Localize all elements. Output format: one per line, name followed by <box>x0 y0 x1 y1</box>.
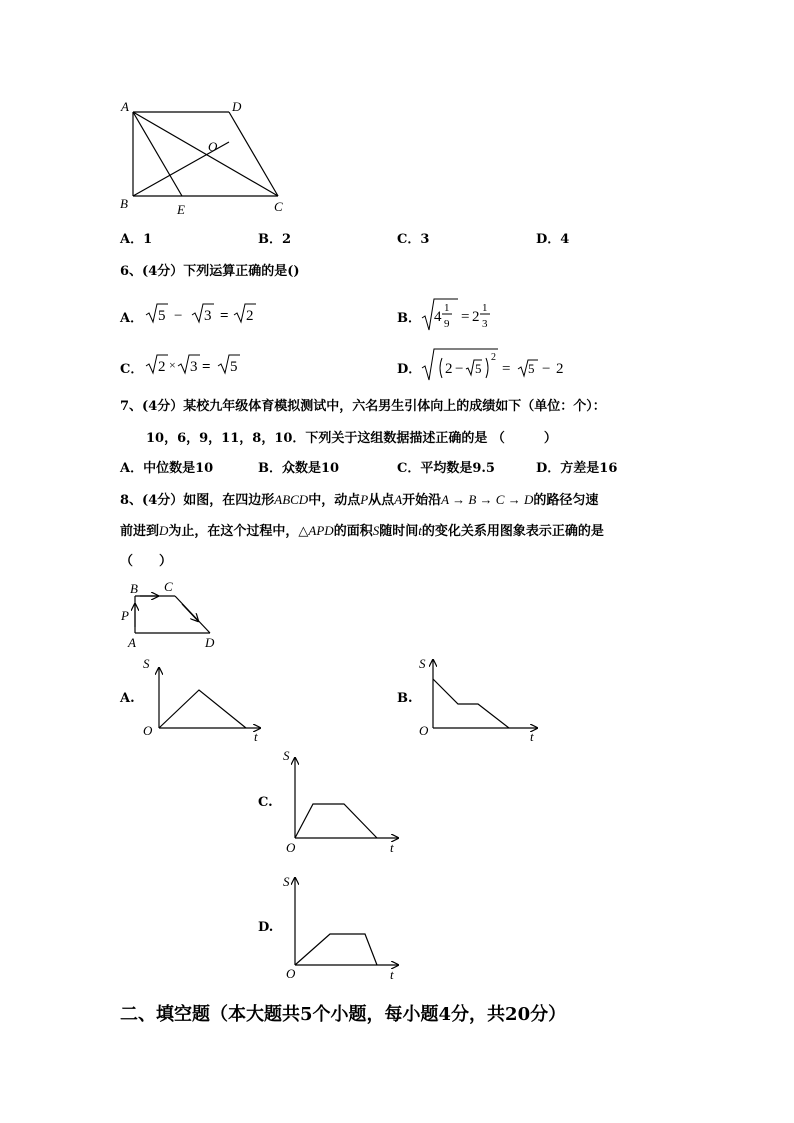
svg-text:3: 3 <box>204 308 212 324</box>
svg-text:4: 4 <box>434 309 442 325</box>
q8-option-a-label: A. <box>120 691 135 706</box>
q7-option-c: C．平均数是9.5 <box>397 461 495 476</box>
svg-text:=: = <box>461 309 470 325</box>
q8-label-B: B <box>130 581 138 596</box>
svg-text:2: 2 <box>556 361 564 377</box>
svg-text:−: − <box>174 308 183 324</box>
q7-stem: 7、(4分）某校九年级体育模拟测试中，六名男生引体向上的成绩如下（单位：个）： <box>120 399 606 414</box>
q5-label-B: B <box>120 196 128 211</box>
svg-text:9: 9 <box>444 318 450 330</box>
q7-option-a: A．中位数是10 <box>120 461 214 476</box>
q8-stem-line2: 前进到D为止，在这个过程中，△APD的面积S随时间t的变化关系用图象表示正确的是 <box>120 523 604 539</box>
q6-option-c-label: C． <box>120 362 144 377</box>
q5-label-E: E <box>177 202 185 217</box>
svg-text:5: 5 <box>475 361 482 376</box>
q6-option-d-label: D． <box>397 362 422 377</box>
svg-text:2: 2 <box>445 361 453 377</box>
q8-stem-line3: （ ） <box>120 554 173 569</box>
q5-label-C: C <box>274 199 283 214</box>
q8-label-P: P <box>121 608 129 623</box>
q5-option-d: D．4 <box>536 232 570 247</box>
svg-text:×: × <box>169 358 176 372</box>
q7-option-b: B．众数是10 <box>258 461 340 476</box>
q8-graph-b-o: O <box>419 723 429 738</box>
svg-text:−: − <box>542 361 551 377</box>
q7-data-line: 10，6，9，11，8，10．下列关于这组数据描述正确的是 （ ） <box>146 431 557 446</box>
svg-text:3: 3 <box>190 359 198 375</box>
q8-graph-a-o: O <box>143 723 153 738</box>
svg-text:1: 1 <box>482 302 488 314</box>
q5-label-A: A <box>121 99 129 114</box>
q5-option-c: C．3 <box>397 232 430 247</box>
q8-option-c-label: C. <box>258 795 273 810</box>
svg-text:=: = <box>220 308 229 324</box>
svg-text:2: 2 <box>472 309 480 325</box>
q5-option-a: A．1 <box>120 232 153 247</box>
q6-option-a-label: A． <box>120 311 144 326</box>
svg-text:2: 2 <box>158 359 166 375</box>
q8-graph-c-t: t <box>390 840 394 855</box>
svg-text:2: 2 <box>246 308 254 324</box>
q8-graph-d-o: O <box>286 966 296 981</box>
svg-text:−: − <box>455 361 464 377</box>
svg-text:=: = <box>202 359 211 375</box>
q5-label-D: D <box>232 99 242 114</box>
q8-label-D: D <box>205 635 215 650</box>
svg-text:5: 5 <box>158 308 166 324</box>
q6-option-b-label: B． <box>397 311 421 326</box>
q8-graph-d-s: S <box>283 874 290 889</box>
q8-graph-b-t: t <box>530 729 534 744</box>
q5-label-O: O <box>208 139 218 154</box>
q5-option-b: B．2 <box>258 232 292 247</box>
q7-option-d: D．方差是16 <box>536 461 618 476</box>
q8-option-d-label: D. <box>258 920 274 935</box>
svg-text:=: = <box>502 361 511 377</box>
svg-text:2: 2 <box>491 352 496 363</box>
q8-stem-line1: 8、(4分）如图，在四边形ABCD中，动点P从点A开始沿A → B → C → D的路径匀速 <box>120 492 599 508</box>
svg-text:5: 5 <box>230 359 238 375</box>
q8-graph-a-t: t <box>254 729 258 744</box>
svg-text:3: 3 <box>482 318 488 330</box>
q8-graph-c-o: O <box>286 840 296 855</box>
q8-label-C: C <box>164 579 173 594</box>
q8-graph-a-s: S <box>143 656 150 671</box>
svg-text:5: 5 <box>528 361 535 376</box>
q8-graph-c-s: S <box>283 748 290 763</box>
q8-graph-d-t: t <box>390 967 394 982</box>
q8-label-A: A <box>128 635 136 650</box>
section2-title: 二、填空题（本大题共5个小题，每小题4分，共20分） <box>120 1004 567 1025</box>
svg-text:1: 1 <box>444 302 450 314</box>
q8-option-b-label: B. <box>397 691 413 706</box>
q8-graph-b-s: S <box>419 656 426 671</box>
q6-stem: 6、(4分）下列运算正确的是() <box>120 264 300 279</box>
